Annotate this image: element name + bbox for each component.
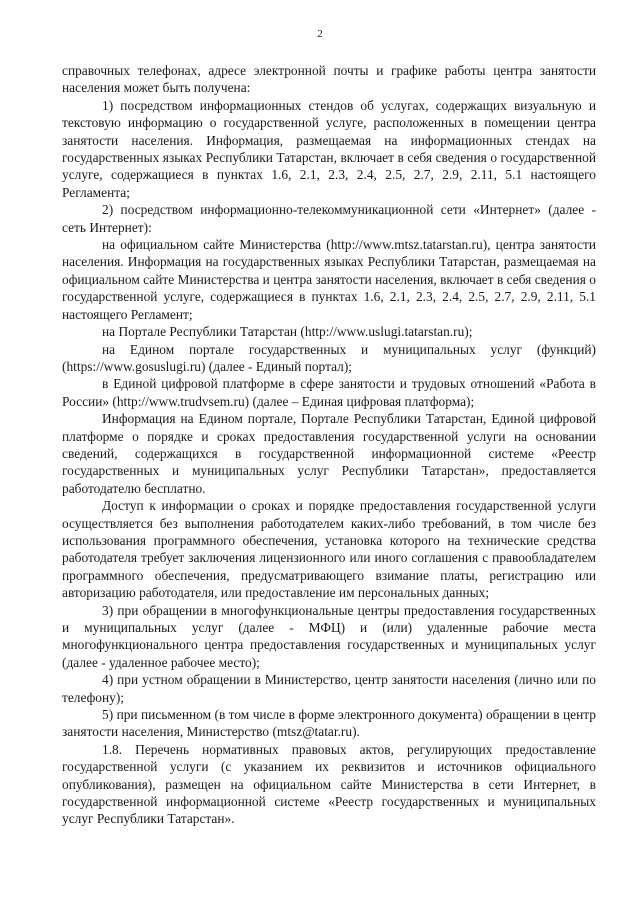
- paragraph-access: Доступ к информации о сроках и порядке предоставления государственной услуги осуществляется без выполнения работодателем каких-либо требований, в том числе без использования программного обеспечения, установка которого на технические средства работодателя требует заключения лицензионного или иного соглашения с правообладателем программного обеспечения, предусматривающего взимание платы, регистрацию или авторизацию работодателя, или предоставление им персональных данных;: [62, 498, 596, 601]
- page-number: 2: [317, 28, 323, 40]
- paragraph-written-request: 5) при письменном (в том числе в форме электронного документа) обращении в центр занятости населения, Министерство (mtsz@tatar.ru).: [62, 707, 596, 740]
- paragraph-ministry-site: на официальном сайте Министерства (http://www.mtsz.tatarstan.ru), центра занятости населения. Информация на государственных языках Республики Татарстан, размещаемая на официальном сайте Министерства и центра занятости населения, включает в себя сведения о государственной услуге, содержащиеся в пунктах 1.6, 2.1, 2.3, 2.4, 2.5, 2.7, 2.9, 2.11, 5.1 настоящего Регламент;: [62, 237, 596, 322]
- paragraph-info-stands: 1) посредством информационных стендов об услугах, содержащих визуальную и текстовую информацию о государственной услуге, расположенных в помещении центра занятости населения. Информация, размещаемая на информационных стендах на государственных языках Республики Татарстан, включает в себя сведения о государственной услуге, содержащиеся в пунктах 1.6, 2.1, 2.3, 2.4, 2.5, 2.7, 2.9, 2.11, 5.1 настоящего Регламента;: [62, 97, 596, 200]
- paragraph-legal-acts: 1.8. Перечень нормативных правовых актов, регулирующих предоставление государственной услуги (с указанием их реквизитов и источников официального опубликования), размещен на официальном сайте Министерства в сети Интернет, в государственной информационной системе «Реестр государственных и муниципальных услуг Республики Татарстан».: [62, 741, 596, 827]
- paragraph-internet: 2) посредством информационно-телекоммуникационной сети «Интернет» (далее - сеть Интернет):: [62, 202, 596, 235]
- paragraph-mfc: 3) при обращении в многофункциональные центры предоставления государственных и муниципальных услуг (далее - МФЦ) и (или) удаленные рабочие места многофункционального центра предоставления государственных и муниципальных услуг (далее - удаленное рабочее место);: [62, 602, 596, 670]
- paragraph-unified-portal: на Едином портале государственных и муниципальных услуг (функций) (https://www.gosuslugi.ru) (далее - Единый портал);: [62, 341, 596, 374]
- paragraph-continuation: справочных телефонах, адресе электронной почты и графике работы центра занятости населения может быть получена:: [62, 63, 596, 96]
- paragraph-tatarstan-portal: на Портале Республики Татарстан (http://www.uslugi.tatarstan.ru);: [102, 324, 473, 340]
- paragraph-oral-request: 4) при устном обращении в Министерство, центр занятости населения (лично или по телефону);: [62, 672, 596, 705]
- paragraph-free-info: Информация на Едином портале, Портале Республики Татарстан, Единой цифровой платформе о порядке и сроках предоставления государственной услуги на основании сведений, содержащихся в государственной информационной системе «Реестр государственных и муниципальных услуг Республики Татарстан», предоставляется работодателю бесплатно.: [62, 411, 596, 496]
- paragraph-digital-platform: в Единой цифровой платформе в сфере занятости и трудовых отношений «Работа в России» (http://www.trudvsem.ru) (далее – Единая цифровая платформа);: [62, 376, 596, 409]
- document-body: [62, 62, 596, 828]
